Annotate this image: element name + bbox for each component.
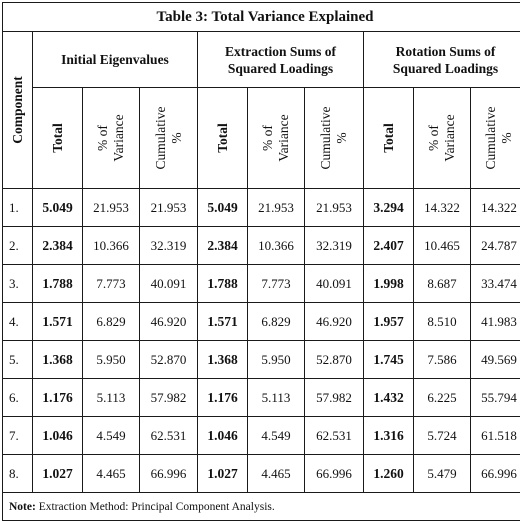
value-cell: 41.983: [471, 303, 520, 341]
value-cell: 6.829: [248, 303, 305, 341]
value-cell: 52.870: [305, 341, 364, 379]
variance-table-container: [2, 2, 517, 502]
value-cell: 40.091: [140, 265, 198, 303]
initial-eigenvalues-total-header: Total: [33, 88, 83, 189]
value-cell: 1.998: [364, 265, 414, 303]
value-cell: 10.366: [248, 227, 305, 265]
value-cell: 2.384: [198, 227, 248, 265]
value-cell: 5.724: [414, 417, 471, 455]
rotation-sums-cumulative-percent-header: Cumulative %: [471, 88, 520, 189]
value-cell: 4.549: [248, 417, 305, 455]
value-cell: 1.316: [364, 417, 414, 455]
value-cell: 7.773: [83, 265, 140, 303]
value-cell: 1.368: [198, 341, 248, 379]
value-cell: 21.953: [140, 189, 198, 227]
value-cell: 55.794: [471, 379, 520, 417]
table-row: [3, 265, 520, 303]
value-cell: 57.982: [140, 379, 198, 417]
value-cell: 4.549: [83, 417, 140, 455]
component-header-label: Component: [10, 76, 26, 144]
rotation-sums-header: Rotation Sums of Squared Loadings: [364, 32, 520, 88]
value-cell: 57.982: [305, 379, 364, 417]
value-cell: 21.953: [83, 189, 140, 227]
value-cell: 2.384: [33, 227, 83, 265]
extraction-sums-percent-variance-header: % of Variance: [248, 88, 305, 189]
value-cell: 1.745: [364, 341, 414, 379]
note-text: Extraction Method: Principal Component Analysis.: [36, 501, 275, 513]
value-cell: 46.920: [305, 303, 364, 341]
table-row: [3, 379, 520, 417]
value-cell: 66.996: [471, 455, 520, 493]
value-cell: 6.225: [414, 379, 471, 417]
initial-eigenvalues-header: Initial Eigenvalues: [33, 32, 198, 88]
value-cell: 1.571: [33, 303, 83, 341]
value-cell: 1.260: [364, 455, 414, 493]
value-cell: 32.319: [140, 227, 198, 265]
initial-eigenvalues-percent-variance-header: % of Variance: [83, 88, 140, 189]
value-cell: 5.113: [248, 379, 305, 417]
value-cell: 3.294: [364, 189, 414, 227]
value-cell: 5.113: [83, 379, 140, 417]
value-cell: 8.510: [414, 303, 471, 341]
note-label: Note:: [9, 501, 36, 513]
value-cell: 21.953: [305, 189, 364, 227]
table-row: [3, 455, 520, 493]
table-row: [3, 417, 520, 455]
value-cell: 1.432: [364, 379, 414, 417]
value-cell: 49.569: [471, 341, 520, 379]
value-cell: 66.996: [305, 455, 364, 493]
value-cell: 46.920: [140, 303, 198, 341]
value-cell: 1.176: [33, 379, 83, 417]
value-cell: 1.957: [364, 303, 414, 341]
value-cell: 8.687: [414, 265, 471, 303]
value-cell: 1.046: [33, 417, 83, 455]
table-row: [3, 189, 520, 227]
total-variance-table: [2, 2, 520, 521]
value-cell: 24.787: [471, 227, 520, 265]
value-cell: 4.465: [83, 455, 140, 493]
extraction-sums-cumulative-percent-header: Cumulative %: [305, 88, 364, 189]
value-cell: 5.479: [414, 455, 471, 493]
table-row: [3, 227, 520, 265]
value-cell: 14.322: [414, 189, 471, 227]
value-cell: 1.027: [198, 455, 248, 493]
component-number-cell: 5.: [3, 341, 33, 379]
component-header: [3, 32, 33, 189]
value-cell: 6.829: [83, 303, 140, 341]
table-title: Table 3: Total Variance Explained: [3, 3, 520, 32]
value-cell: 1.027: [33, 455, 83, 493]
value-cell: 32.319: [305, 227, 364, 265]
value-cell: 4.465: [248, 455, 305, 493]
value-cell: 1.368: [33, 341, 83, 379]
value-cell: 7.586: [414, 341, 471, 379]
value-cell: 5.950: [83, 341, 140, 379]
value-cell: 33.474: [471, 265, 520, 303]
value-cell: 1.046: [198, 417, 248, 455]
value-cell: 1.571: [198, 303, 248, 341]
value-cell: 5.049: [198, 189, 248, 227]
table-row: [3, 341, 520, 379]
extraction-sums-total-header: Total: [198, 88, 248, 189]
value-cell: 2.407: [364, 227, 414, 265]
value-cell: 1.788: [198, 265, 248, 303]
value-cell: 5.049: [33, 189, 83, 227]
value-cell: 61.518: [471, 417, 520, 455]
value-cell: 21.953: [248, 189, 305, 227]
table-note: [3, 493, 520, 521]
component-number-cell: 8.: [3, 455, 33, 493]
value-cell: 5.950: [248, 341, 305, 379]
value-cell: 1.176: [198, 379, 248, 417]
value-cell: 1.788: [33, 265, 83, 303]
component-number-cell: 6.: [3, 379, 33, 417]
value-cell: 10.465: [414, 227, 471, 265]
extraction-sums-header: Extraction Sums of Squared Loadings: [198, 32, 364, 88]
value-cell: 10.366: [83, 227, 140, 265]
component-number-cell: 4.: [3, 303, 33, 341]
component-number-cell: 7.: [3, 417, 33, 455]
value-cell: 66.996: [140, 455, 198, 493]
rotation-sums-total-header: Total: [364, 88, 414, 189]
value-cell: 14.322: [471, 189, 520, 227]
component-number-cell: 1.: [3, 189, 33, 227]
value-cell: 62.531: [140, 417, 198, 455]
value-cell: 52.870: [140, 341, 198, 379]
value-cell: 40.091: [305, 265, 364, 303]
note-row: [3, 493, 520, 521]
table-row: [3, 303, 520, 341]
component-number-cell: 2.: [3, 227, 33, 265]
initial-eigenvalues-cumulative-percent-header: Cumulative %: [140, 88, 198, 189]
value-cell: 7.773: [248, 265, 305, 303]
component-number-cell: 3.: [3, 265, 33, 303]
rotation-sums-percent-variance-header: % of Variance: [414, 88, 471, 189]
value-cell: 62.531: [305, 417, 364, 455]
